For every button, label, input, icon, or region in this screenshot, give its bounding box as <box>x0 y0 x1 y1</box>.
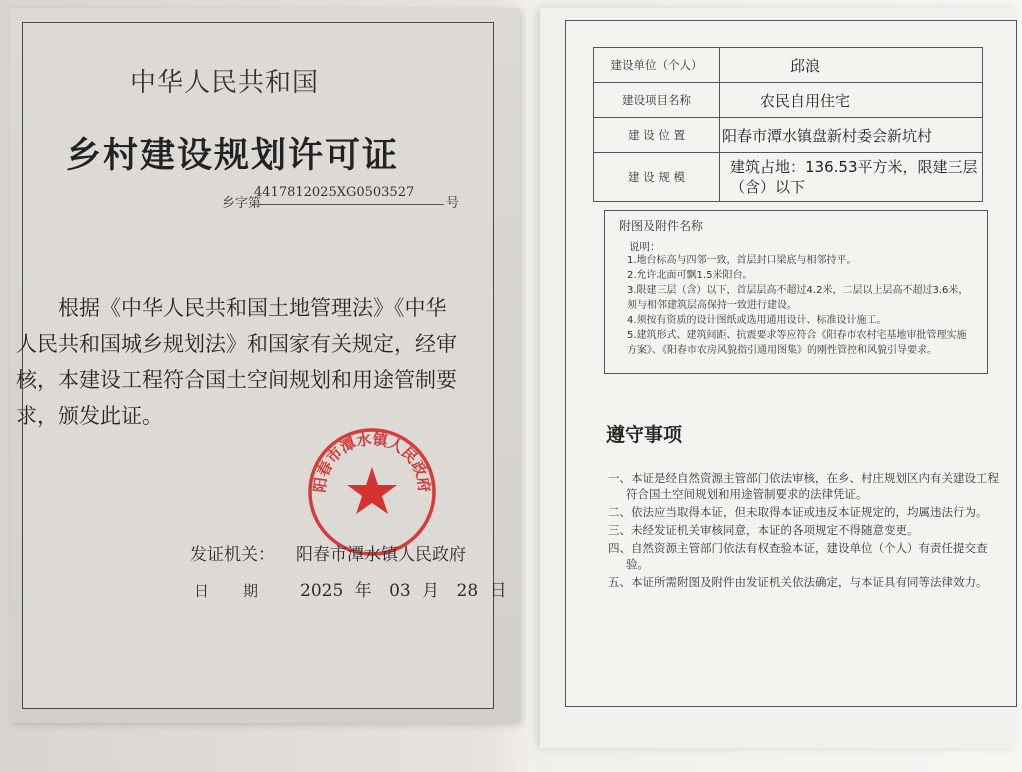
date-year-unit: 年 <box>354 581 372 601</box>
seal-star-icon <box>347 467 397 514</box>
attachments-note-label: 说明： <box>629 241 661 253</box>
table-cell-value: 农民自用住宅 <box>720 83 983 118</box>
table-row <box>594 48 983 83</box>
cert-number: 4417812025XG0503527 <box>254 185 415 200</box>
project-info-table <box>593 47 983 202</box>
table-cell-value: 建筑占地：136.53平方米，限建三层（含）以下 <box>720 153 983 202</box>
date-month-unit: 月 <box>422 581 440 601</box>
list-item: 3.限建三层（含）以下，首层层高不超过4.2米，二层以上层高不超过3.6米，须与相邻建筑层高保持一致进行建设。 <box>627 285 969 311</box>
list-item: 5.建筑形式、建筑间距、抗震要求等应符合《阳春市农村宅基地审批管理实施方案》、《阳春市农房风貌指引通用图集》的刚性管控和风貌引导要求。 <box>627 330 967 356</box>
table-row <box>594 153 983 202</box>
table-cell-label: 建 设 规 模 <box>594 153 720 202</box>
date-label: 日期 <box>194 582 293 600</box>
list-item: 四、自然资源主管部门依法有权查验本证，建设单位（个人）有责任提交查验。 <box>608 541 988 571</box>
list-item: 一、本证是经自然资源主管部门依法审核，在乡、村庄规划区内有关建设工程符合国土空间规划和用途管制要求的法律凭证。 <box>608 471 999 501</box>
compliance-rules <box>608 470 1008 592</box>
official-seal <box>305 425 439 559</box>
list-item: 三、未经发证机关审核同意，本证的各项规定不得随意变更。 <box>608 523 919 537</box>
table-cell-label: 建设单位（个人） <box>594 48 720 83</box>
table-row <box>594 118 983 153</box>
list-item: 4.须按有资质的设计图纸或选用通用设计、标准设计施工。 <box>627 315 887 326</box>
date-year: 2025 <box>300 581 344 601</box>
table-cell-label: 建 设 位 置 <box>594 118 720 153</box>
seal-text: 阳春市潭水镇人民政府 <box>310 430 434 494</box>
attachments-title: 附图及附件名称 <box>619 219 704 233</box>
table-cell-label: 建设项目名称 <box>594 83 720 118</box>
attachments-box <box>604 210 988 374</box>
issue-date <box>300 576 507 601</box>
compliance-title: 遵守事项 <box>606 424 683 446</box>
table-cell-value: 阳春市潭水镇盘新村委会新坑村 <box>720 118 983 153</box>
list-item: 二、依法应当取得本证，但未取得本证或违反本证规定的，均属违法行为。 <box>608 505 988 519</box>
certificate-title: 乡村建设规划许可证 <box>66 136 400 176</box>
date-month: 03 <box>389 581 411 601</box>
issuer-name: 阳春市潭水镇人民政府 <box>296 545 466 565</box>
cert-number-suffix: 号 <box>446 196 460 211</box>
table-cell-value: 邱浪 <box>720 48 983 83</box>
issuer-label: 发证机关： <box>190 545 275 565</box>
date-day-unit: 日 <box>489 581 507 601</box>
cert-number-underline <box>252 204 444 205</box>
country-name: 中华人民共和国 <box>130 68 320 98</box>
list-item: 1.地台标高与四邻一致，首层封口梁底与相邻持平。 <box>627 255 857 266</box>
cert-number-prefix: 乡字第 <box>222 196 262 211</box>
table-row <box>594 83 983 118</box>
attachments-list <box>627 253 975 358</box>
date-day: 28 <box>456 581 479 601</box>
list-item: 五、本证所需附图及附件由发证机关依法确定，与本证具有同等法律效力。 <box>608 575 988 589</box>
certificate-body-text: 根据《中华人民共和国土地管理法》《中华人民共和国城乡规划法》和国家有关规定，经审核，本建设工程符合国土空间规划和用途管制要求，颁发此证。 <box>16 296 457 428</box>
list-item: 2.允许北面可飘1.5米阳台。 <box>627 270 753 281</box>
